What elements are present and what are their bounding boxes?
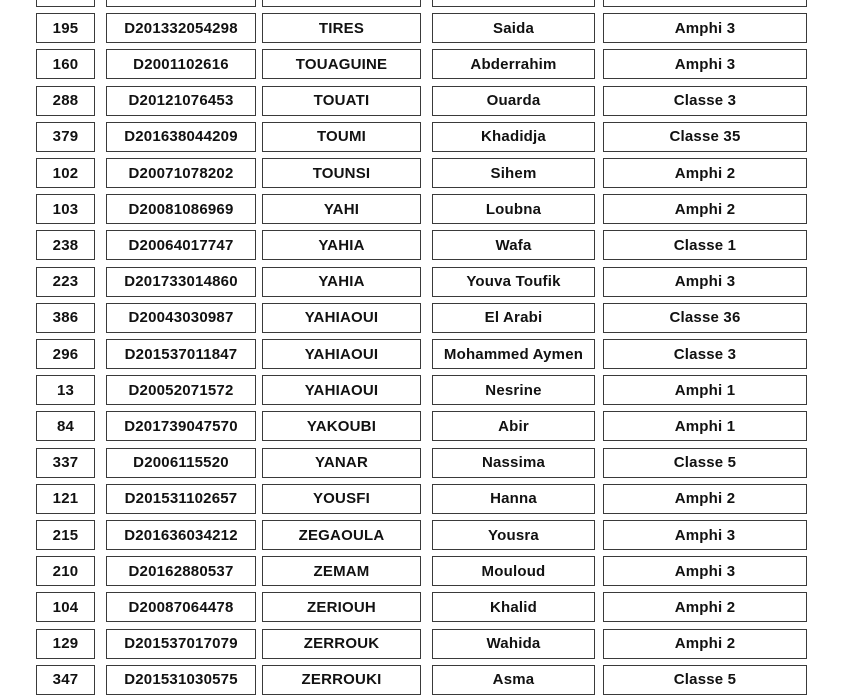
student-id-cell: D201638044209 — [106, 122, 256, 152]
room-cell: Classe 1 — [603, 230, 807, 260]
row-number-cell: 195 — [36, 13, 95, 43]
first-name-cell: Asma — [432, 665, 595, 695]
table-row — [0, 484, 845, 514]
last-name-cell: TOUMI — [262, 122, 421, 152]
last-name-cell: YAHIAOUI — [262, 303, 421, 333]
table-row — [0, 303, 845, 333]
row-number-cell: 102 — [36, 158, 95, 188]
last-name-cell: YAKOUBI — [262, 411, 421, 441]
row-number-cell: 238 — [36, 230, 95, 260]
row-number-cell: 215 — [36, 520, 95, 550]
table-row — [0, 194, 845, 224]
last-name-cell — [262, 0, 421, 7]
row-number-cell: 103 — [36, 194, 95, 224]
first-name-cell: Sihem — [432, 158, 595, 188]
table-row — [0, 0, 845, 7]
room-cell: Amphi 2 — [603, 629, 807, 659]
last-name-cell: YOUSFI — [262, 484, 421, 514]
first-name-cell: Hanna — [432, 484, 595, 514]
room-cell: Amphi 3 — [603, 267, 807, 297]
room-cell — [603, 0, 807, 7]
first-name-cell — [432, 0, 595, 7]
table-row — [0, 592, 845, 622]
student-id-cell: D2001102616 — [106, 49, 256, 79]
row-number-cell: 129 — [36, 629, 95, 659]
student-id-cell: D201332054298 — [106, 13, 256, 43]
row-number-cell: 104 — [36, 592, 95, 622]
table-row — [0, 375, 845, 405]
table-row — [0, 13, 845, 43]
room-cell: Classe 36 — [603, 303, 807, 333]
room-cell: Amphi 2 — [603, 484, 807, 514]
row-number-cell: 288 — [36, 86, 95, 116]
student-id-cell: D201636034212 — [106, 520, 256, 550]
last-name-cell: ZERROUKI — [262, 665, 421, 695]
last-name-cell: TIRES — [262, 13, 421, 43]
room-cell: Classe 3 — [603, 86, 807, 116]
table-row — [0, 665, 845, 695]
last-name-cell: TOUNSI — [262, 158, 421, 188]
last-name-cell: YANAR — [262, 448, 421, 478]
last-name-cell: ZEGAOULA — [262, 520, 421, 550]
first-name-cell: Nesrine — [432, 375, 595, 405]
student-id-cell: D20121076453 — [106, 86, 256, 116]
first-name-cell: Yousra — [432, 520, 595, 550]
first-name-cell: El Arabi — [432, 303, 595, 333]
table-row — [0, 629, 845, 659]
row-number-cell: 223 — [36, 267, 95, 297]
room-cell: Amphi 2 — [603, 158, 807, 188]
first-name-cell: Mouloud — [432, 556, 595, 586]
last-name-cell: YAHIA — [262, 230, 421, 260]
room-cell: Classe 5 — [603, 665, 807, 695]
first-name-cell: Youva Toufik — [432, 267, 595, 297]
table-row — [0, 158, 845, 188]
table-row — [0, 86, 845, 116]
first-name-cell: Wahida — [432, 629, 595, 659]
student-id-cell: D20071078202 — [106, 158, 256, 188]
student-id-cell: D2006115520 — [106, 448, 256, 478]
room-cell: Amphi 3 — [603, 556, 807, 586]
student-id-cell: D20087064478 — [106, 592, 256, 622]
student-id-cell: D201733014860 — [106, 267, 256, 297]
row-number-cell: 337 — [36, 448, 95, 478]
student-id-cell: D201537011847 — [106, 339, 256, 369]
last-name-cell: ZEMAM — [262, 556, 421, 586]
row-number-cell: 160 — [36, 49, 95, 79]
row-number-cell: 386 — [36, 303, 95, 333]
row-number-cell: 347 — [36, 665, 95, 695]
student-id-cell: D201531030575 — [106, 665, 256, 695]
table-row — [0, 122, 845, 152]
first-name-cell: Wafa — [432, 230, 595, 260]
room-cell: Amphi 3 — [603, 520, 807, 550]
first-name-cell: Khalid — [432, 592, 595, 622]
room-cell: Classe 35 — [603, 122, 807, 152]
last-name-cell: YAHIAOUI — [262, 339, 421, 369]
student-id-cell: D20162880537 — [106, 556, 256, 586]
room-cell: Amphi 1 — [603, 375, 807, 405]
row-number-cell: 296 — [36, 339, 95, 369]
row-number-cell: 84 — [36, 411, 95, 441]
last-name-cell: TOUATI — [262, 86, 421, 116]
table-row — [0, 230, 845, 260]
student-id-cell — [106, 0, 256, 7]
first-name-cell: Saida — [432, 13, 595, 43]
table-row — [0, 339, 845, 369]
student-id-cell: D20043030987 — [106, 303, 256, 333]
table-row — [0, 448, 845, 478]
table-row — [0, 411, 845, 441]
last-name-cell: YAHI — [262, 194, 421, 224]
student-id-cell: D20052071572 — [106, 375, 256, 405]
student-id-cell: D201537017079 — [106, 629, 256, 659]
last-name-cell: TOUAGUINE — [262, 49, 421, 79]
table-row — [0, 520, 845, 550]
room-cell: Amphi 2 — [603, 592, 807, 622]
table-row — [0, 267, 845, 297]
room-cell: Classe 5 — [603, 448, 807, 478]
room-cell: Amphi 2 — [603, 194, 807, 224]
student-id-cell: D201739047570 — [106, 411, 256, 441]
student-id-cell: D201531102657 — [106, 484, 256, 514]
row-number-cell: 210 — [36, 556, 95, 586]
first-name-cell: Khadidja — [432, 122, 595, 152]
last-name-cell: ZERIOUH — [262, 592, 421, 622]
last-name-cell: ZERROUK — [262, 629, 421, 659]
first-name-cell: Ouarda — [432, 86, 595, 116]
first-name-cell: Loubna — [432, 194, 595, 224]
room-cell: Amphi 3 — [603, 49, 807, 79]
row-number-cell — [36, 0, 95, 7]
row-number-cell: 121 — [36, 484, 95, 514]
first-name-cell: Nassima — [432, 448, 595, 478]
last-name-cell: YAHIA — [262, 267, 421, 297]
room-cell: Amphi 3 — [603, 13, 807, 43]
table-row — [0, 49, 845, 79]
row-number-cell: 13 — [36, 375, 95, 405]
first-name-cell: Abir — [432, 411, 595, 441]
room-cell: Classe 3 — [603, 339, 807, 369]
table-row — [0, 556, 845, 586]
first-name-cell: Mohammed Aymen — [432, 339, 595, 369]
student-id-cell: D20081086969 — [106, 194, 256, 224]
room-cell: Amphi 1 — [603, 411, 807, 441]
last-name-cell: YAHIAOUI — [262, 375, 421, 405]
row-number-cell: 379 — [36, 122, 95, 152]
student-id-cell: D20064017747 — [106, 230, 256, 260]
first-name-cell: Abderrahim — [432, 49, 595, 79]
